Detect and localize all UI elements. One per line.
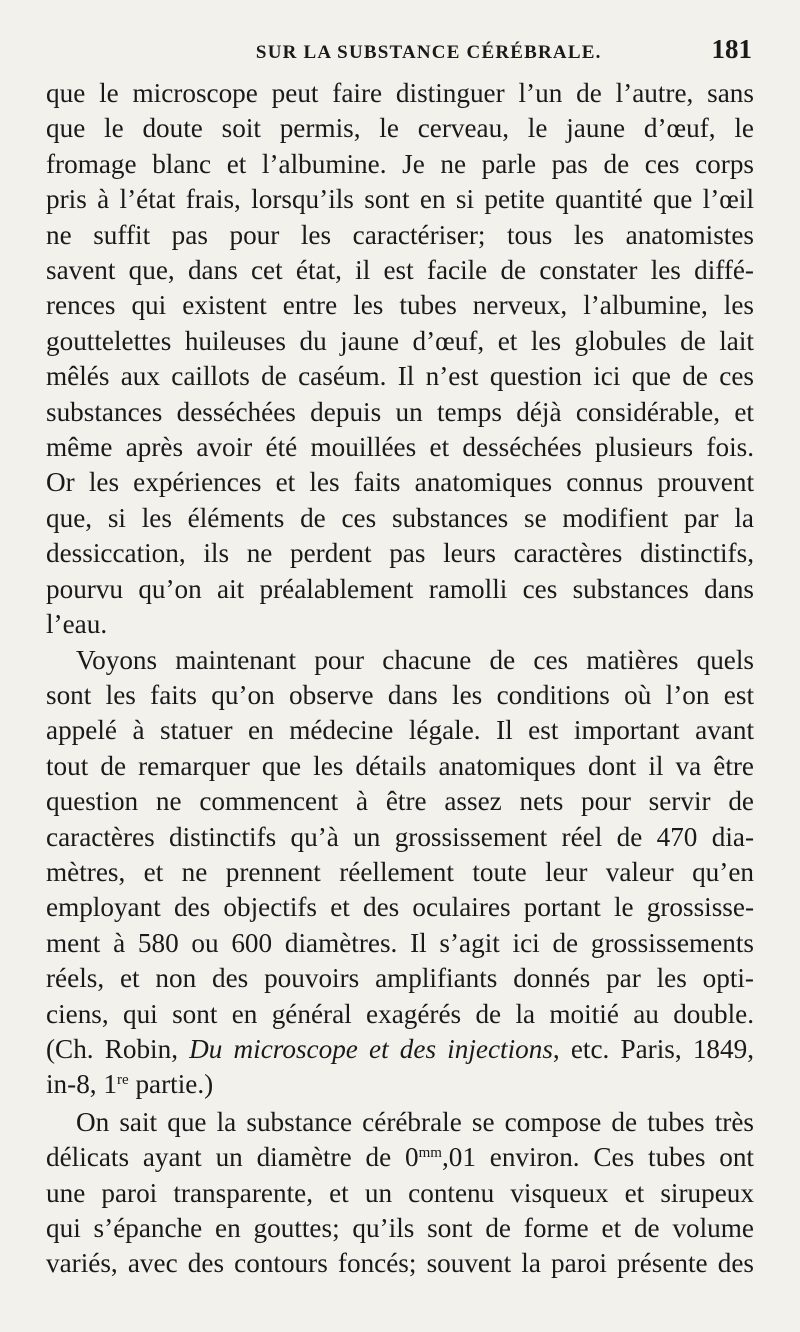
text-line: On sait que la substance cérébrale se compose de tubes très — [76, 1106, 754, 1137]
text-line: même après avoir été mouillées et desséchées plusieurs fois. — [46, 432, 754, 463]
citation-part: partie.) — [128, 1069, 214, 1100]
measure-unit: mm — [418, 1145, 442, 1162]
citation-work-title: Du microscope et des injections — [189, 1033, 553, 1064]
text-line: caractères distinctifs qu’à un grossissement réel de 470 dia- — [46, 821, 754, 852]
text-line: variés, avec des contours foncés; souvent la paroi présente des — [46, 1248, 754, 1279]
text-line: tout de remarquer que les détails anatomiques dont il va être — [46, 750, 754, 781]
text-line: mêlés aux caillots de caséum. Il n’est question ici que de ces — [46, 361, 754, 392]
text-line: que le doute soit permis, le cerveau, le jaune d’œuf, le — [46, 113, 754, 144]
text-line: une paroi transparente, et un contenu visqueux et sirupeux — [46, 1177, 754, 1208]
text-line: substances desséchées depuis un temps déjà considérable, et — [46, 396, 754, 427]
text-line: gouttelettes huileuses du jaune d’œuf, et les globules de lait — [46, 325, 754, 356]
citation-line — [46, 1032, 754, 1067]
text-line: l’eau. — [46, 609, 108, 640]
text-line: que le microscope peut faire distinguer l’un de l’autre, sans — [46, 78, 754, 108]
text-line: ment à 580 ou 600 diamètres. Il s’agit ici de grossissements — [46, 927, 754, 958]
paragraph-2 — [46, 643, 754, 1103]
text-line: question ne commencent à être assez nets pour servir de — [46, 786, 754, 817]
text-line: employant des objectifs et des oculaires portant le grossisse- — [46, 892, 754, 923]
text-line: savent que, dans cet état, il est facile de constater les diffé- — [46, 255, 754, 286]
text-line: Voyons maintenant pour chacune de ces matières quels — [76, 644, 754, 675]
text-line: qui s’épanche en gouttes; qu’ils sont de forme et de volume — [46, 1213, 754, 1243]
text-line — [46, 1140, 754, 1175]
text-line: réels, et non des pouvoirs amplifiants donnés par les opti- — [46, 963, 754, 994]
running-header — [46, 34, 754, 76]
citation-rest: , etc. Paris, 1849, — [552, 1033, 754, 1064]
text-line: fromage blanc et l’albumine. Je ne parle pas de ces corps — [46, 148, 754, 179]
text-line: sont les faits qu’on observe dans les conditions où l’on est — [46, 679, 754, 710]
text-line: que, si les éléments de ces substances se modifient par la — [46, 502, 754, 533]
measure-text: délicats ayant un diamètre de 0 — [46, 1142, 419, 1173]
paragraph-3 — [46, 1105, 754, 1282]
citation-open: (Ch. Robin, — [46, 1033, 190, 1064]
text-line: Or les expériences et les faits anatomiques connus prouvent — [46, 467, 754, 498]
citation-superscript: re — [116, 1072, 129, 1089]
citation-edition: in-8, 1 — [46, 1069, 117, 1100]
text-line: rences qui existent entre les tubes nerveux, l’albumine, les — [46, 290, 754, 321]
text-line: ciens, qui sont en général exagérés de la moitié au double. — [46, 998, 754, 1029]
text-line: mètres, et ne prennent réellement toute leur valeur qu’en — [46, 856, 754, 887]
paragraph-1 — [46, 76, 754, 643]
running-title: SUR LA SUBSTANCE CÉRÉBRALE. — [255, 42, 602, 63]
page-number: 181 — [711, 34, 752, 64]
text-line: pris à l’état frais, lorsqu’ils sont en si petite quantité que l’œil — [46, 184, 754, 215]
text-line: dessiccation, ils ne perdent pas leurs caractères distinctifs, — [46, 538, 754, 569]
measure-rest: ,01 environ. Ces tubes ont — [441, 1142, 754, 1173]
text-line: pourvu qu’on ait préalablement ramolli ces substances dans — [46, 573, 754, 604]
text-line: appelé à statuer en médecine légale. Il est important avant — [46, 715, 754, 746]
citation-line — [46, 1067, 754, 1102]
text-line: ne suffit pas pour les caractériser; tous les anatomistes — [46, 219, 754, 250]
